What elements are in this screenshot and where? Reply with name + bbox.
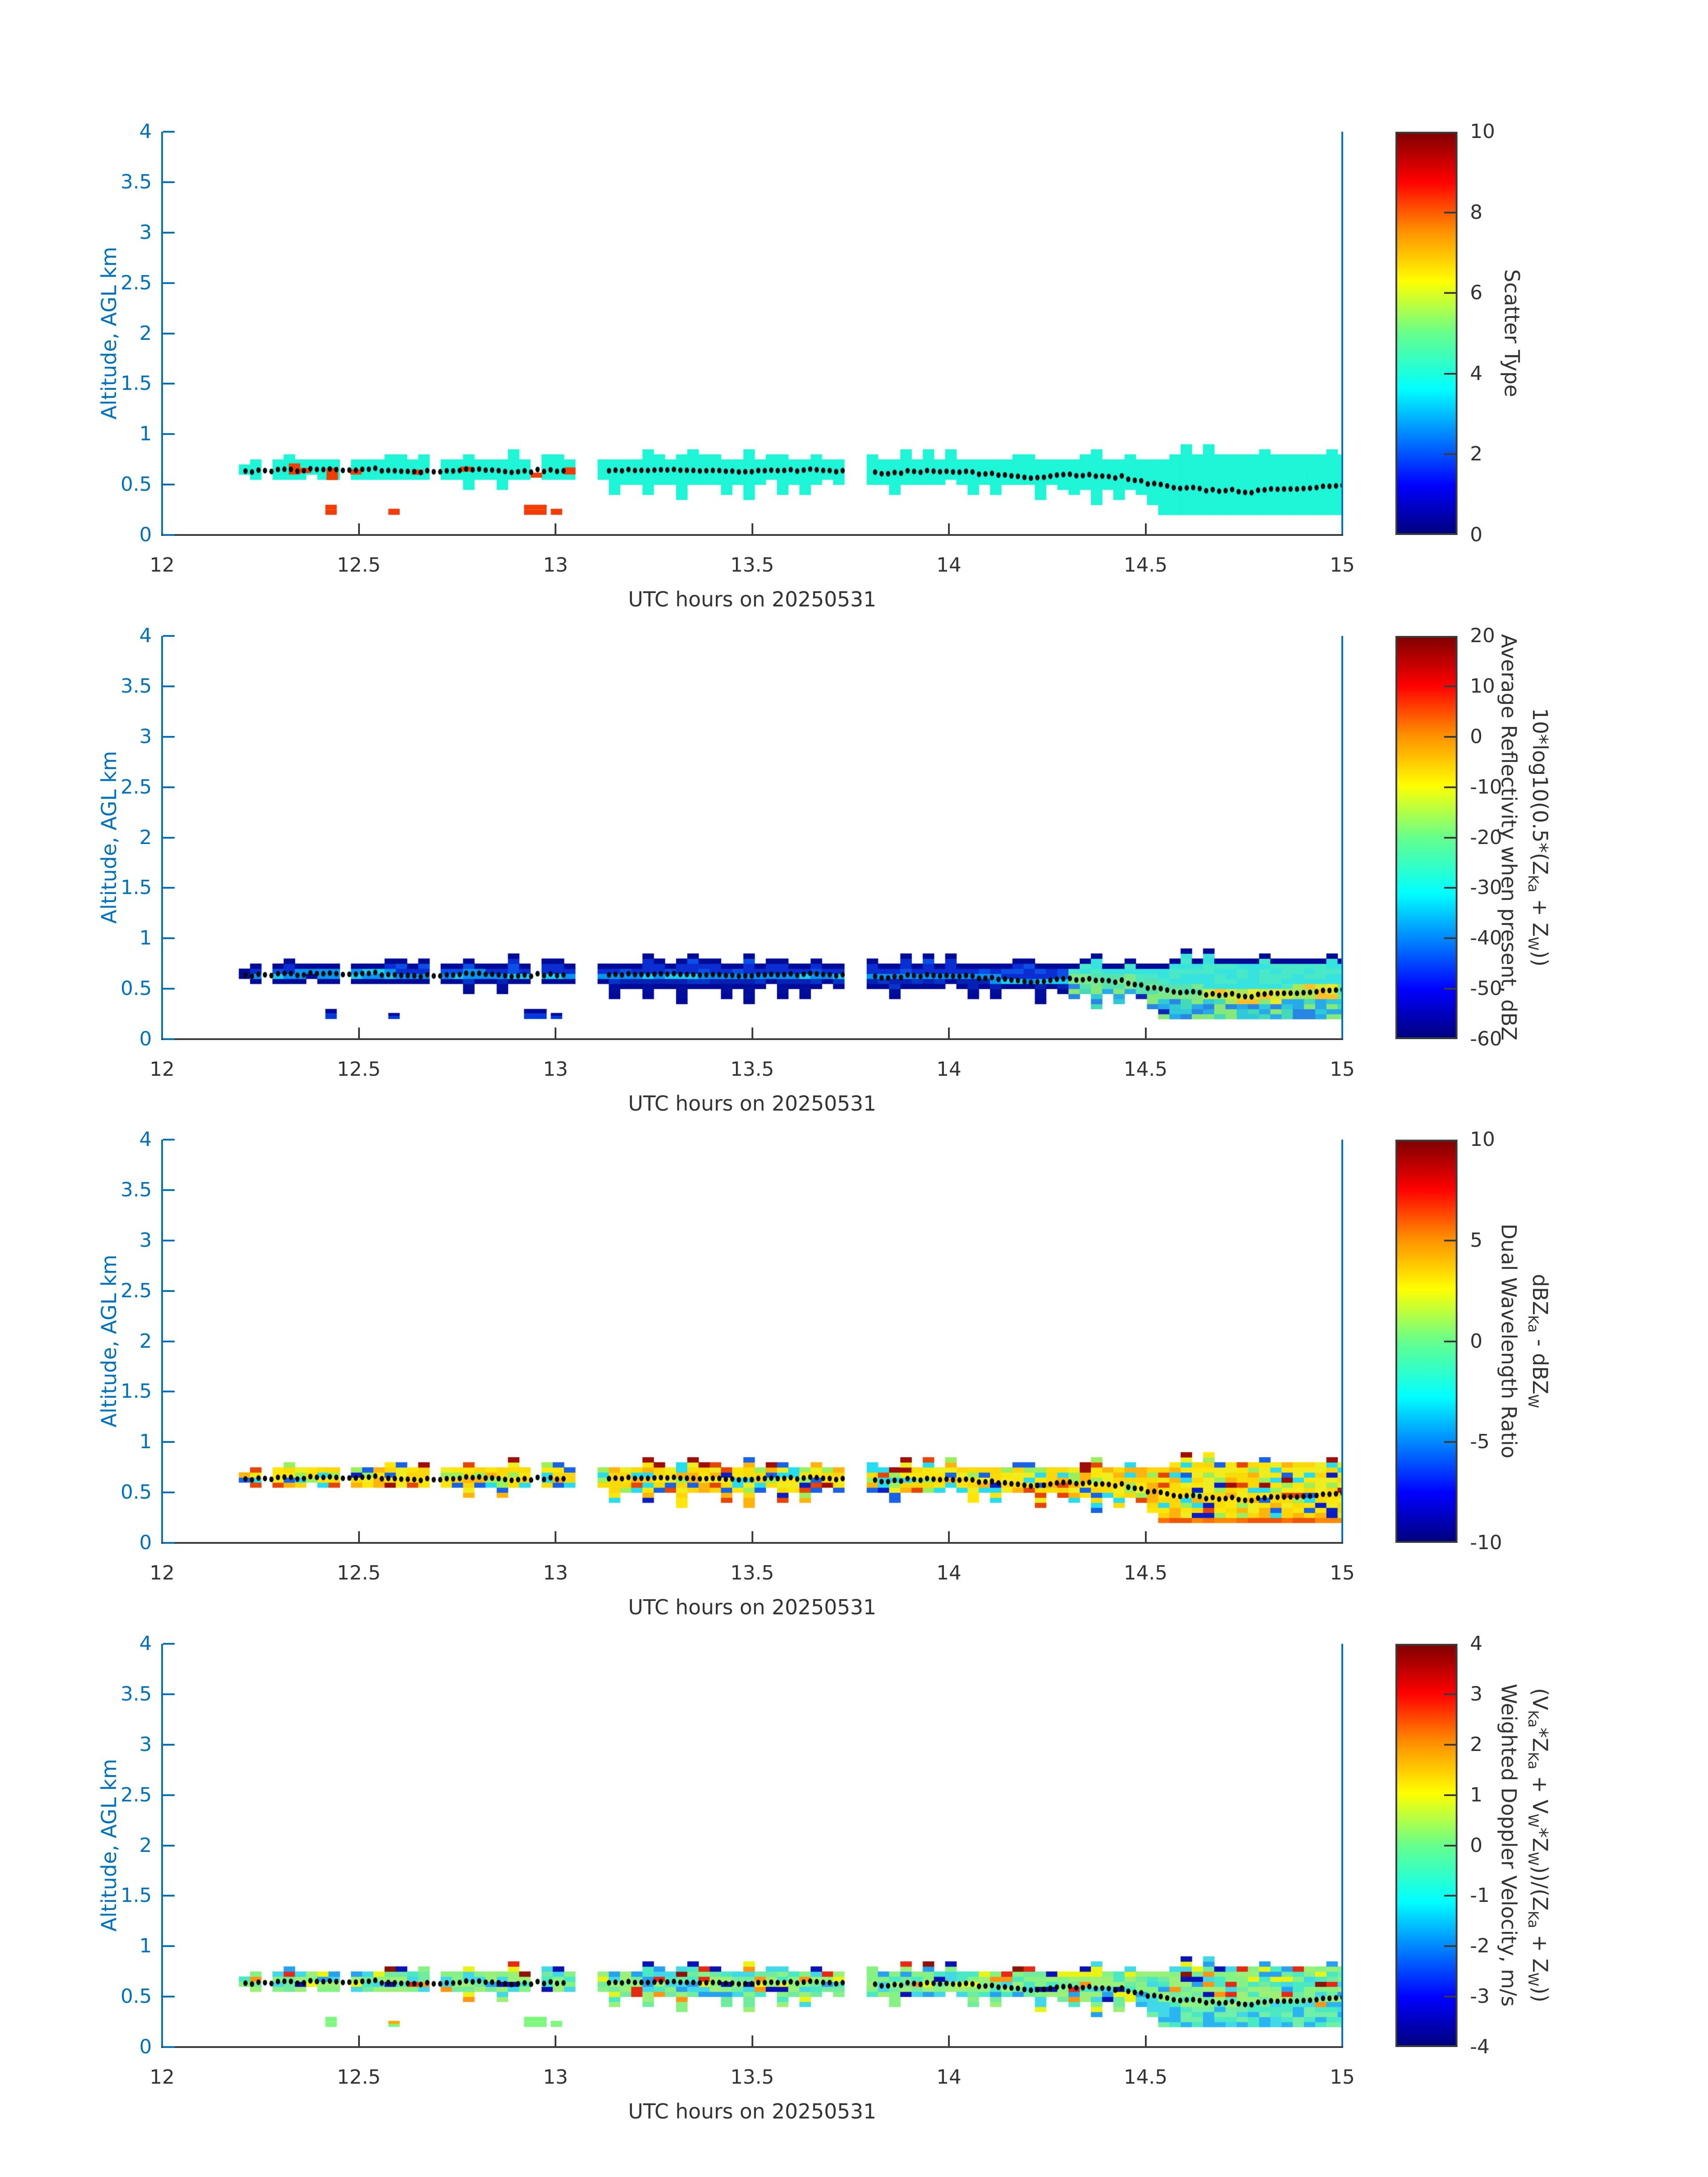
x-tick-label: 13 bbox=[543, 2066, 568, 2089]
x-tick-label: 13.5 bbox=[730, 1058, 774, 1081]
colorbar-tick-mark bbox=[1444, 988, 1456, 990]
y-tick-mark bbox=[163, 1341, 175, 1342]
colorbar-tick-label: 0 bbox=[1470, 523, 1482, 546]
panel-average-reflectivity bbox=[0, 624, 1708, 1140]
plot-area-average-reflectivity bbox=[162, 636, 1342, 1039]
y-axis-label: Altitude, AGL km bbox=[97, 1254, 121, 1428]
y-tick-label: 1.5 bbox=[121, 1884, 152, 1907]
heatmap-canvas-average-reflectivity bbox=[162, 636, 1342, 1039]
y-tick-mark bbox=[163, 2046, 175, 2048]
y-tick-label: 1 bbox=[139, 422, 152, 446]
y-tick-mark bbox=[163, 1895, 175, 1897]
colorbar-tick-mark bbox=[1444, 453, 1456, 455]
colorbar-tick-label: -1 bbox=[1470, 1884, 1490, 1907]
y-tick-label: 0 bbox=[139, 523, 152, 546]
y-tick-mark bbox=[163, 635, 175, 637]
colorbar-tick-label: 10 bbox=[1470, 120, 1495, 143]
x-tick-label: 15 bbox=[1330, 1562, 1355, 1584]
x-tick-label: 13.5 bbox=[730, 1562, 774, 1584]
x-axis-label: UTC hours on 20250531 bbox=[628, 1595, 877, 1619]
colorbar-tick-label: -50 bbox=[1470, 977, 1502, 1000]
x-axis-label: UTC hours on 20250531 bbox=[628, 1091, 877, 1116]
y-tick-mark bbox=[163, 333, 175, 334]
panel-scatter-type bbox=[0, 120, 1708, 636]
colorbar-tick-label: 10 bbox=[1470, 674, 1495, 698]
x-axis-label: UTC hours on 20250531 bbox=[628, 587, 877, 611]
y-axis-label: Altitude, AGL km bbox=[97, 751, 121, 924]
colorbar-tick-label: 0 bbox=[1470, 1834, 1482, 1857]
colorbar-tick-label: 3 bbox=[1470, 1682, 1482, 1705]
x-tick-mark bbox=[555, 1028, 556, 1039]
colorbar-tick-label: 0 bbox=[1470, 1329, 1482, 1353]
y-tick-mark bbox=[163, 988, 175, 990]
y-tick-mark bbox=[163, 1845, 175, 1847]
y-tick-mark bbox=[163, 232, 175, 234]
panel-weighted-doppler-velocity bbox=[0, 1632, 1708, 2148]
y-tick-mark bbox=[163, 1038, 175, 1040]
y-tick-label: 3.5 bbox=[121, 674, 152, 698]
heatmap-canvas-weighted-doppler-velocity bbox=[162, 1644, 1342, 2047]
x-tick-label: 12.5 bbox=[337, 1562, 381, 1584]
colorbar-tick-mark bbox=[1444, 1341, 1456, 1342]
y-tick-label: 3 bbox=[139, 1733, 152, 1756]
colorbar-tick-label: 1 bbox=[1470, 1783, 1482, 1806]
x-tick-mark bbox=[358, 2035, 360, 2047]
right-spine bbox=[1341, 1140, 1343, 1544]
y-tick-mark bbox=[163, 1441, 175, 1443]
colorbar-tick-mark bbox=[1444, 685, 1456, 687]
colorbar-tick-label: 2 bbox=[1470, 443, 1482, 466]
y-tick-label: 2.5 bbox=[121, 1783, 152, 1806]
y-tick-label: 1 bbox=[139, 1935, 152, 1958]
x-tick-label: 12.5 bbox=[337, 1058, 381, 1081]
y-tick-label: 1.5 bbox=[121, 372, 152, 395]
y-tick-label: 0 bbox=[139, 1531, 152, 1554]
y-tick-mark bbox=[163, 837, 175, 839]
colorbar-tick-label: 0 bbox=[1470, 725, 1482, 748]
colorbar-label-average-reflectivity: $10*\log 10(0.5*(Z_{Ka} + Z_W))$ Average Reflectivity when present, dBZ bbox=[1496, 634, 1553, 1041]
colorbar-tick-mark bbox=[1444, 212, 1456, 213]
y-tick-label: 2.5 bbox=[121, 271, 152, 294]
y-tick-mark bbox=[163, 1643, 175, 1645]
y-tick-label: 3.5 bbox=[121, 1178, 152, 1201]
y-axis-label: Altitude, AGL km bbox=[97, 1759, 121, 1932]
y-tick-mark bbox=[163, 736, 175, 738]
x-tick-label: 14.5 bbox=[1123, 2066, 1168, 2089]
x-tick-mark bbox=[555, 1531, 556, 1543]
x-tick-mark bbox=[948, 1531, 950, 1543]
heatmap-canvas-scatter-type bbox=[162, 132, 1342, 535]
y-tick-mark bbox=[163, 786, 175, 788]
y-tick-mark bbox=[163, 433, 175, 435]
x-tick-label: 14.5 bbox=[1123, 1562, 1168, 1584]
colorbar-tick-mark bbox=[1444, 1996, 1456, 1997]
y-tick-mark bbox=[163, 1744, 175, 1746]
x-tick-label: 13.5 bbox=[730, 554, 774, 577]
y-tick-label: 1.5 bbox=[121, 876, 152, 899]
colorbar-tick-label: -2 bbox=[1470, 1935, 1490, 1958]
colorbar-tick-label: -3 bbox=[1470, 1985, 1490, 2008]
y-tick-label: 4 bbox=[139, 120, 152, 143]
colorbar-tick-label: -20 bbox=[1470, 826, 1502, 849]
y-tick-mark bbox=[163, 181, 175, 183]
y-tick-label: 0.5 bbox=[121, 977, 152, 1000]
x-tick-mark bbox=[1145, 1028, 1147, 1039]
y-tick-mark bbox=[163, 1542, 175, 1544]
colorbar-tick-mark bbox=[1444, 1744, 1456, 1746]
y-tick-label: 2 bbox=[139, 1329, 152, 1353]
x-tick-mark bbox=[1145, 1531, 1147, 1543]
x-tick-mark bbox=[752, 2035, 753, 2047]
x-tick-label: 14 bbox=[936, 2066, 961, 2089]
x-tick-mark bbox=[358, 1028, 360, 1039]
y-tick-mark bbox=[163, 1492, 175, 1493]
y-tick-mark bbox=[163, 282, 175, 284]
panel-dual-wavelength-ratio bbox=[0, 1128, 1708, 1644]
x-tick-mark bbox=[948, 523, 950, 535]
colorbar-tick-label: 4 bbox=[1470, 362, 1482, 385]
x-tick-label: 14.5 bbox=[1123, 1058, 1168, 1081]
y-tick-label: 1.5 bbox=[121, 1380, 152, 1403]
colorbar-tick-mark bbox=[1444, 373, 1456, 375]
y-tick-label: 2.5 bbox=[121, 1279, 152, 1302]
y-tick-mark bbox=[163, 685, 175, 687]
x-tick-label: 14.5 bbox=[1123, 554, 1168, 577]
y-tick-mark bbox=[163, 131, 175, 133]
colorbar-tick-label: 4 bbox=[1470, 1632, 1482, 1655]
x-tick-label: 12 bbox=[150, 1562, 175, 1584]
colorbar-tick-label: 10 bbox=[1470, 1128, 1495, 1151]
y-tick-mark bbox=[163, 1391, 175, 1392]
y-tick-mark bbox=[163, 1945, 175, 1947]
plot-area-dual-wavelength-ratio bbox=[162, 1140, 1342, 1543]
y-tick-mark bbox=[163, 534, 175, 536]
colorbar-tick-mark bbox=[1444, 1895, 1456, 1897]
x-tick-label: 15 bbox=[1330, 1058, 1355, 1081]
x-tick-label: 13.5 bbox=[730, 2066, 774, 2089]
x-tick-label: 15 bbox=[1330, 2066, 1355, 2089]
y-tick-mark bbox=[163, 1290, 175, 1292]
x-tick-mark bbox=[948, 1028, 950, 1039]
y-tick-label: 4 bbox=[139, 1632, 152, 1655]
colorbar-scatter-type bbox=[1395, 132, 1457, 535]
colorbar-tick-label: -60 bbox=[1470, 1028, 1502, 1050]
colorbar-tick-mark bbox=[1444, 1845, 1456, 1847]
x-tick-label: 12 bbox=[150, 554, 175, 577]
y-tick-mark bbox=[163, 1794, 175, 1796]
x-tick-mark bbox=[752, 1028, 753, 1039]
colorbar-tick-mark bbox=[1444, 1794, 1456, 1796]
plot-area-scatter-type bbox=[162, 132, 1342, 535]
y-tick-label: 2.5 bbox=[121, 775, 152, 798]
x-tick-label: 12 bbox=[150, 1058, 175, 1081]
y-tick-mark bbox=[163, 1189, 175, 1191]
y-tick-mark bbox=[163, 383, 175, 384]
y-tick-label: 0 bbox=[139, 1028, 152, 1050]
x-tick-mark bbox=[948, 2035, 950, 2047]
x-tick-label: 15 bbox=[1330, 554, 1355, 577]
y-axis-label: Altitude, AGL km bbox=[97, 247, 121, 420]
y-tick-label: 3 bbox=[139, 1228, 152, 1252]
colorbar-tick-label: 8 bbox=[1470, 201, 1482, 224]
y-tick-label: 4 bbox=[139, 1128, 152, 1151]
y-tick-mark bbox=[163, 937, 175, 939]
y-tick-mark bbox=[163, 887, 175, 889]
colorbar-tick-mark bbox=[1444, 1693, 1456, 1695]
colorbar-tick-label: -40 bbox=[1470, 927, 1502, 950]
x-tick-mark bbox=[555, 2035, 556, 2047]
colorbar-tick-label: 6 bbox=[1470, 281, 1482, 305]
y-tick-label: 3.5 bbox=[121, 1682, 152, 1705]
colorbar-tick-label: -30 bbox=[1470, 876, 1502, 899]
y-tick-label: 3 bbox=[139, 221, 152, 244]
x-tick-label: 12.5 bbox=[337, 554, 381, 577]
colorbar-tick-label: -10 bbox=[1470, 775, 1502, 798]
y-tick-label: 0.5 bbox=[121, 1985, 152, 2008]
plot-area-weighted-doppler-velocity bbox=[162, 1644, 1342, 2047]
colorbar-tick-mark bbox=[1444, 786, 1456, 788]
x-tick-label: 14 bbox=[936, 1058, 961, 1081]
colorbar-tick-mark bbox=[1444, 887, 1456, 889]
y-tick-mark bbox=[163, 1693, 175, 1695]
x-tick-label: 14 bbox=[936, 1562, 961, 1584]
y-tick-mark bbox=[163, 484, 175, 485]
colorbar-label-dual-wavelength-ratio: dBZ$_{Ka}$ - dBZ$_W$ Dual Wavelength Ratio bbox=[1496, 1224, 1553, 1458]
y-tick-mark bbox=[163, 1996, 175, 1997]
x-tick-label: 12.5 bbox=[337, 2066, 381, 2089]
colorbar-tick-label: 2 bbox=[1470, 1733, 1482, 1756]
y-tick-label: 2 bbox=[139, 1834, 152, 1857]
x-tick-mark bbox=[1145, 523, 1147, 535]
heatmap-canvas-dual-wavelength-ratio bbox=[162, 1140, 1342, 1543]
y-tick-label: 0.5 bbox=[121, 1481, 152, 1504]
y-tick-label: 3.5 bbox=[121, 170, 152, 193]
x-axis-label: UTC hours on 20250531 bbox=[628, 2099, 877, 2123]
right-spine bbox=[1341, 636, 1343, 1040]
x-tick-mark bbox=[358, 1531, 360, 1543]
colorbar-tick-label: 20 bbox=[1470, 624, 1495, 647]
colorbar-tick-label: 5 bbox=[1470, 1228, 1482, 1252]
x-tick-mark bbox=[752, 1531, 753, 1543]
x-tick-label: 12 bbox=[150, 2066, 175, 2089]
y-tick-mark bbox=[163, 1139, 175, 1141]
colorbar-tick-label: -10 bbox=[1470, 1531, 1502, 1554]
colorbar-tick-mark bbox=[1444, 1441, 1456, 1443]
colorbar-tick-mark bbox=[1444, 1240, 1456, 1241]
x-tick-label: 13 bbox=[543, 1562, 568, 1584]
y-tick-label: 1 bbox=[139, 1430, 152, 1454]
colorbar-tick-mark bbox=[1444, 736, 1456, 738]
y-tick-label: 0 bbox=[139, 2035, 152, 2058]
y-tick-label: 3 bbox=[139, 725, 152, 748]
x-tick-label: 14 bbox=[936, 554, 961, 577]
y-tick-label: 2 bbox=[139, 826, 152, 849]
right-spine bbox=[1341, 132, 1343, 536]
colorbar-tick-mark bbox=[1444, 937, 1456, 939]
x-tick-label: 13 bbox=[543, 1058, 568, 1081]
colorbar-tick-label: -5 bbox=[1470, 1430, 1490, 1454]
colorbar-tick-mark bbox=[1444, 837, 1456, 839]
colorbar-tick-label: -4 bbox=[1470, 2035, 1490, 2058]
x-tick-mark bbox=[555, 523, 556, 535]
colorbar-label-scatter-type: Scatter Type bbox=[1500, 269, 1524, 397]
colorbar-label-weighted-doppler-velocity: $(V_{Ka}*Z_{Ka} + V_W*Z_W))/(Z_{Ka} + Z_W)$) Weighted Doppler Velocity, m/s bbox=[1496, 1684, 1553, 2007]
colorbar-tick-mark bbox=[1444, 1945, 1456, 1947]
x-tick-mark bbox=[1145, 2035, 1147, 2047]
colorbar-tick-mark bbox=[1444, 292, 1456, 294]
y-tick-label: 1 bbox=[139, 927, 152, 950]
y-tick-mark bbox=[163, 1240, 175, 1241]
y-tick-label: 4 bbox=[139, 624, 152, 647]
x-tick-mark bbox=[752, 523, 753, 535]
right-spine bbox=[1341, 1644, 1343, 2048]
y-tick-label: 0.5 bbox=[121, 473, 152, 496]
x-tick-mark bbox=[358, 523, 360, 535]
y-tick-label: 2 bbox=[139, 322, 152, 345]
x-tick-label: 13 bbox=[543, 554, 568, 577]
